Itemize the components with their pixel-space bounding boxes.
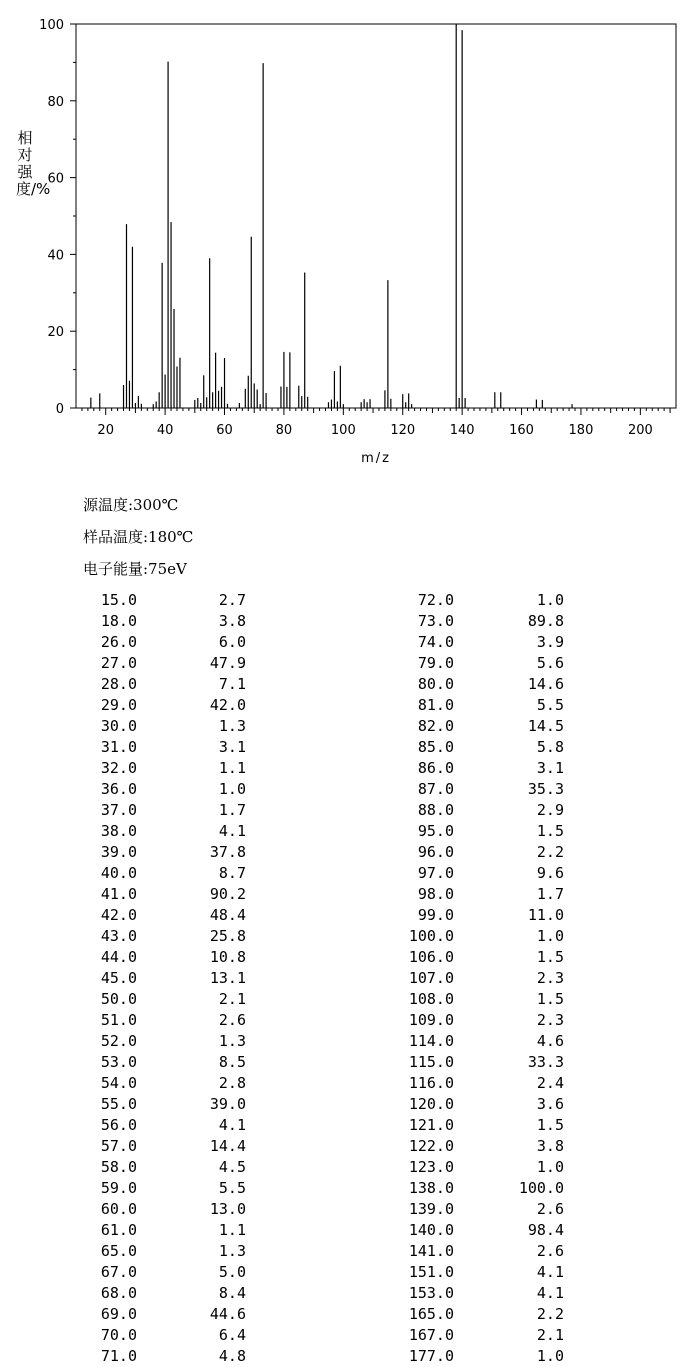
x-tick-label: 20 [97,423,114,438]
mz-value: 108.0 [408,990,454,1008]
source-temperature: 源温度:300℃ [83,496,179,514]
mz-value: 121.0 [408,1116,454,1134]
abundance-value: 2.7 [218,591,246,609]
x-tick-label: 160 [509,423,534,438]
abundance-value: 48.4 [209,906,246,924]
abundance-value: 98.4 [527,1221,564,1239]
abundance-value: 1.0 [536,591,564,609]
mz-value: 120.0 [408,1095,454,1113]
mz-value: 138.0 [408,1179,454,1197]
abundance-value: 2.8 [218,1074,246,1092]
mz-value: 86.0 [417,759,454,777]
mz-value: 15.0 [100,591,137,609]
mz-value: 28.0 [100,675,137,693]
x-tick-label: 100 [330,423,356,438]
abundance-value: 14.5 [527,717,564,735]
abundance-value: 100.0 [518,1179,564,1197]
mz-value: 65.0 [100,1242,137,1260]
mz-value: 30.0 [100,717,137,735]
abundance-value: 3.1 [536,759,564,777]
mz-value: 27.0 [100,654,137,672]
mz-value: 123.0 [408,1158,454,1176]
abundance-value: 3.1 [218,738,246,756]
y-axis-label: 相对强度/% [16,129,51,198]
mz-value: 167.0 [408,1326,454,1344]
abundance-value: 3.9 [536,633,564,651]
y-tick-label: 60 [47,171,64,187]
abundance-value: 2.4 [536,1074,564,1092]
mz-value: 99.0 [417,906,454,924]
mz-value: 151.0 [408,1263,454,1281]
mz-value: 97.0 [417,864,454,882]
mz-value: 114.0 [408,1032,454,1050]
abundance-value: 2.6 [536,1200,564,1218]
abundance-value: 4.6 [536,1032,564,1050]
abundance-value: 14.6 [527,675,564,693]
mz-value: 106.0 [408,948,454,966]
mz-value: 165.0 [408,1305,454,1323]
abundance-value: 1.7 [536,885,564,903]
abundance-value: 44.6 [209,1305,246,1323]
abundance-value: 2.3 [536,1011,564,1029]
x-tick-label: 140 [449,423,475,438]
mz-value: 56.0 [100,1116,137,1134]
abundance-value: 2.2 [536,1305,564,1323]
mz-value: 100.0 [408,927,454,945]
mz-value: 50.0 [100,990,137,1008]
abundance-value: 5.0 [218,1263,246,1281]
mz-value: 153.0 [408,1284,454,1302]
mz-value: 41.0 [100,885,137,903]
mz-value: 54.0 [100,1074,137,1092]
mz-value: 26.0 [100,633,137,651]
mz-value: 37.0 [100,801,137,819]
abundance-value: 10.8 [209,948,246,966]
electron-energy: 电子能量:75eV [83,560,187,578]
x-tick-label: 120 [390,423,416,438]
mz-value: 31.0 [100,738,137,756]
abundance-value: 1.3 [218,1032,246,1050]
abundance-value: 13.1 [209,969,246,987]
sample-temperature: 样品温度:180℃ [83,528,194,546]
abundance-value: 4.1 [218,822,246,840]
x-axis-label: m/z [361,451,391,466]
mz-value: 52.0 [100,1032,137,1050]
mz-value: 69.0 [100,1305,137,1323]
mz-value: 72.0 [417,591,454,609]
y-tick-label: 0 [55,402,64,417]
abundance-value: 4.1 [536,1284,564,1302]
mz-value: 81.0 [417,696,454,714]
mz-value: 53.0 [100,1053,137,1071]
mz-value: 40.0 [100,864,137,882]
abundance-value: 90.2 [209,885,246,903]
abundance-value: 47.9 [209,654,246,672]
abundance-value: 4.8 [218,1347,246,1365]
mz-value: 61.0 [100,1221,137,1239]
mz-value: 122.0 [408,1137,454,1155]
mz-value: 139.0 [408,1200,454,1218]
abundance-value: 7.1 [218,675,246,693]
mz-value: 44.0 [100,948,137,966]
abundance-value: 9.6 [536,864,564,882]
mz-value: 39.0 [100,843,137,861]
abundance-value: 2.6 [536,1242,564,1260]
x-tick-label: 200 [627,423,653,438]
mz-value: 87.0 [417,780,454,798]
mz-value: 73.0 [417,612,454,630]
abundance-value: 2.3 [536,969,564,987]
abundance-value: 1.0 [218,780,246,798]
y-tick-label: 80 [47,94,64,110]
mz-value: 68.0 [100,1284,137,1302]
abundance-value: 1.5 [536,1116,564,1134]
mz-value: 82.0 [417,717,454,735]
y-tick-label: 20 [47,325,64,341]
mz-value: 29.0 [100,696,137,714]
mz-value: 115.0 [408,1053,454,1071]
abundance-value: 2.2 [536,843,564,861]
mz-value: 74.0 [417,633,454,651]
mz-value: 36.0 [100,780,137,798]
x-tick-label: 80 [275,423,293,438]
abundance-value: 25.8 [209,927,246,945]
abundance-value: 6.0 [218,633,246,651]
mz-value: 140.0 [408,1221,454,1239]
mz-value: 42.0 [100,906,137,924]
abundance-value: 11.0 [527,906,564,924]
mz-value: 38.0 [100,822,137,840]
abundance-value: 3.8 [536,1137,564,1155]
abundance-value: 1.0 [536,1347,564,1365]
mz-value: 95.0 [417,822,454,840]
abundance-value: 1.1 [218,1221,246,1239]
mz-value: 59.0 [100,1179,137,1197]
abundance-value: 4.1 [536,1263,564,1281]
abundance-value: 1.7 [218,801,246,819]
mz-value: 80.0 [417,675,454,693]
x-tick-label: 40 [156,423,174,438]
abundance-value: 5.5 [536,696,564,714]
mz-value: 107.0 [408,969,454,987]
mz-value: 88.0 [417,801,454,819]
abundance-value: 2.1 [218,990,246,1008]
abundance-value: 1.1 [218,759,246,777]
abundance-value: 1.3 [218,717,246,735]
abundance-value: 4.1 [218,1116,246,1134]
mz-value: 55.0 [100,1095,137,1113]
mz-value: 45.0 [100,969,137,987]
abundance-value: 2.9 [536,801,564,819]
abundance-value: 14.4 [209,1137,246,1155]
abundance-value: 2.6 [218,1011,246,1029]
abundance-value: 2.1 [536,1326,564,1344]
abundance-value: 8.7 [218,864,246,882]
mz-value: 51.0 [100,1011,137,1029]
mz-value: 58.0 [100,1158,137,1176]
abundance-value: 1.5 [536,948,564,966]
abundance-value: 1.3 [218,1242,246,1260]
mz-value: 177.0 [408,1347,454,1365]
mz-value: 79.0 [417,654,454,672]
mz-value: 85.0 [417,738,454,756]
mz-value: 57.0 [100,1137,137,1155]
abundance-value: 5.6 [536,654,564,672]
abundance-value: 5.5 [218,1179,246,1197]
mz-value: 67.0 [100,1263,137,1281]
mz-value: 70.0 [100,1326,137,1344]
abundance-value: 8.4 [218,1284,246,1302]
mass-spectrum-chart [0,0,687,470]
abundance-value: 5.8 [536,738,564,756]
mz-value: 18.0 [100,612,137,630]
abundance-value: 33.3 [527,1053,564,1071]
abundance-value: 3.8 [218,612,246,630]
plot-frame [76,24,676,408]
abundance-value: 6.4 [218,1326,246,1344]
abundance-value: 39.0 [209,1095,246,1113]
abundance-value: 35.3 [527,780,564,798]
abundance-value: 1.5 [536,822,564,840]
mz-value: 141.0 [408,1242,454,1260]
abundance-value: 1.0 [536,927,564,945]
abundance-value: 8.5 [218,1053,246,1071]
mz-value: 109.0 [408,1011,454,1029]
abundance-value: 37.8 [209,843,246,861]
abundance-value: 13.0 [209,1200,246,1218]
abundance-value: 1.5 [536,990,564,1008]
y-tick-label: 40 [47,248,64,264]
mz-value: 116.0 [408,1074,454,1092]
mz-value: 71.0 [100,1347,137,1365]
mz-value: 98.0 [417,885,454,903]
abundance-value: 1.0 [536,1158,564,1176]
y-tick-label: 100 [39,18,64,33]
abundance-value: 42.0 [209,696,246,714]
x-tick-label: 180 [568,423,594,438]
abundance-value: 3.6 [536,1095,564,1113]
mz-value: 60.0 [100,1200,137,1218]
mz-value: 96.0 [417,843,454,861]
abundance-value: 4.5 [218,1158,246,1176]
x-tick-label: 60 [216,423,233,438]
mz-value: 43.0 [100,927,137,945]
mz-value: 32.0 [100,759,137,777]
abundance-value: 89.8 [527,612,564,630]
